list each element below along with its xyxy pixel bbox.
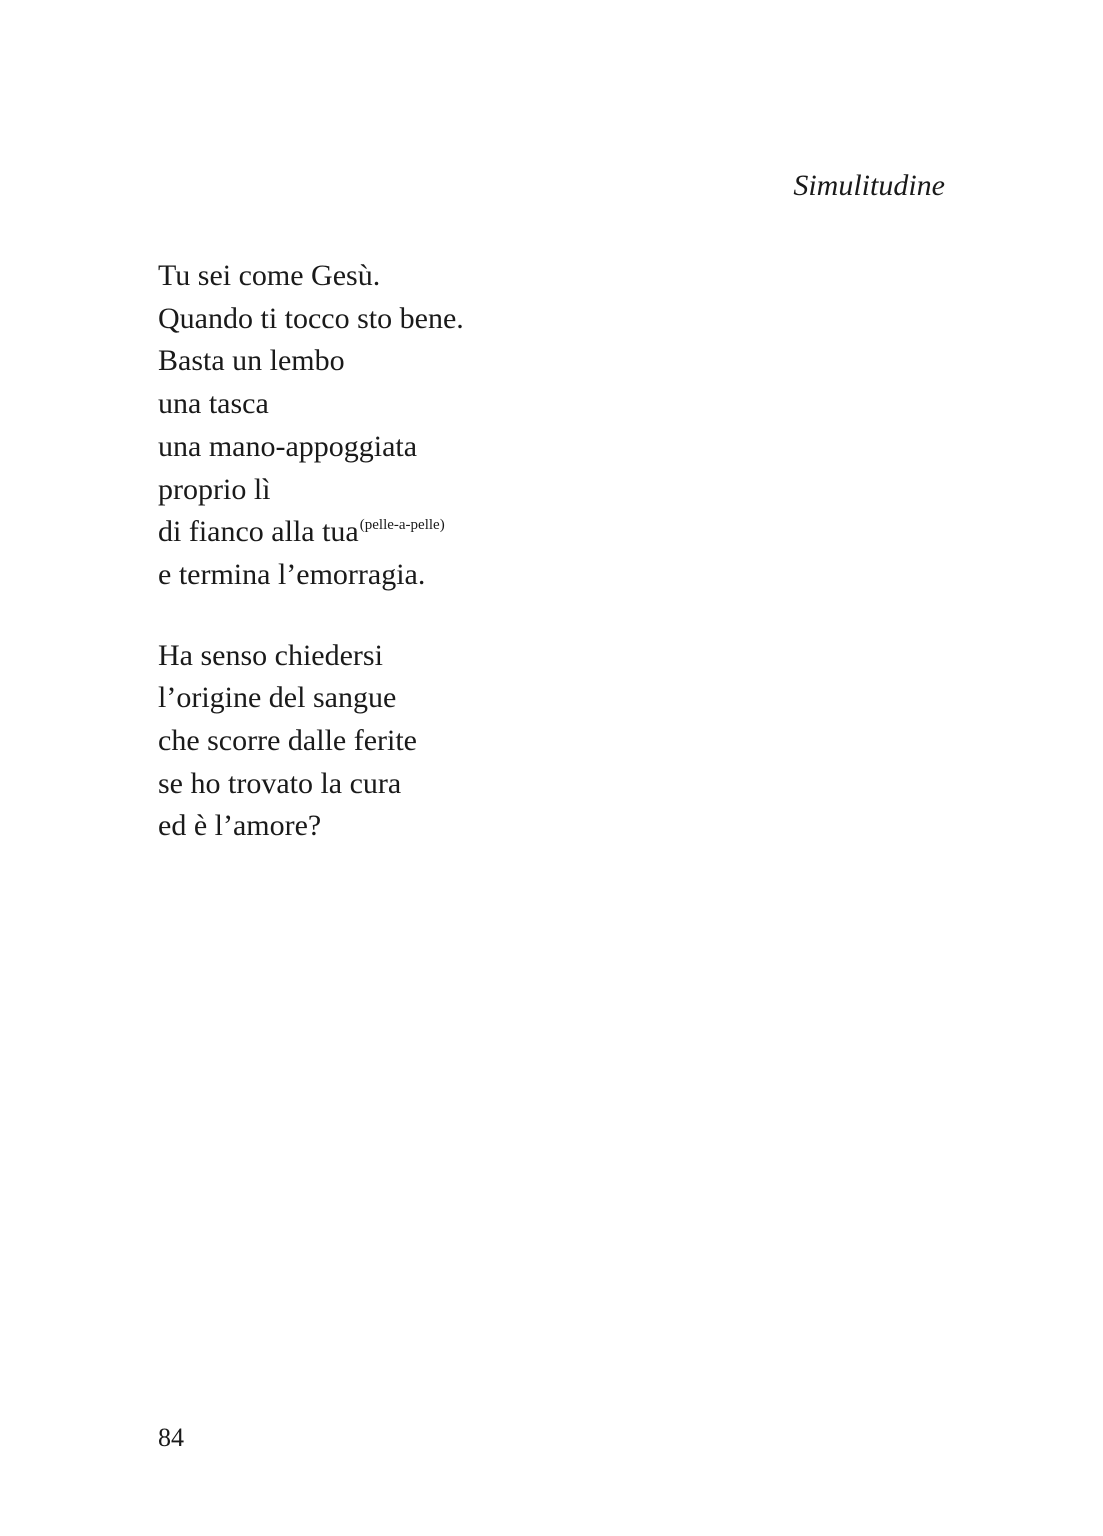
line-text: ed è l’amore? [158, 809, 322, 843]
poem-line [158, 763, 464, 806]
line-text: proprio lì [158, 472, 271, 506]
poem-line [158, 469, 464, 512]
poem-line [158, 677, 464, 720]
poem-line [158, 298, 464, 341]
poem-line [158, 720, 464, 763]
poem-title: Simulitudine [793, 169, 945, 202]
poem-line [158, 554, 464, 597]
line-text: Basta un lembo [158, 344, 345, 378]
poem-line [158, 255, 464, 298]
line-text: Quando ti tocco sto bene. [158, 301, 464, 335]
page-number: 84 [158, 1423, 184, 1452]
superscript-note: (pelle-a-pelle) [359, 517, 445, 534]
line-text: e termina l’emorragia. [158, 557, 426, 591]
poem-body [158, 255, 464, 848]
line-text: che scorre dalle ferite [158, 724, 417, 758]
line-text: Ha senso chiedersi [158, 638, 383, 672]
line-text: Tu sei come Gesù. [158, 259, 381, 292]
poem-line [158, 426, 464, 469]
poem-line [158, 635, 464, 678]
line-text: se ho trovato la cura [158, 766, 402, 800]
poem-line [158, 383, 464, 426]
line-text: l’origine del sangue [158, 681, 397, 715]
stanza [158, 255, 464, 597]
line-text: una mano-appoggiata [158, 429, 418, 463]
poem-line [158, 511, 464, 554]
poem-line [158, 805, 464, 848]
stanza [158, 635, 464, 849]
line-text: una tasca [158, 387, 269, 421]
line-text: di fianco alla tua [158, 515, 359, 549]
poem-line [158, 340, 464, 383]
